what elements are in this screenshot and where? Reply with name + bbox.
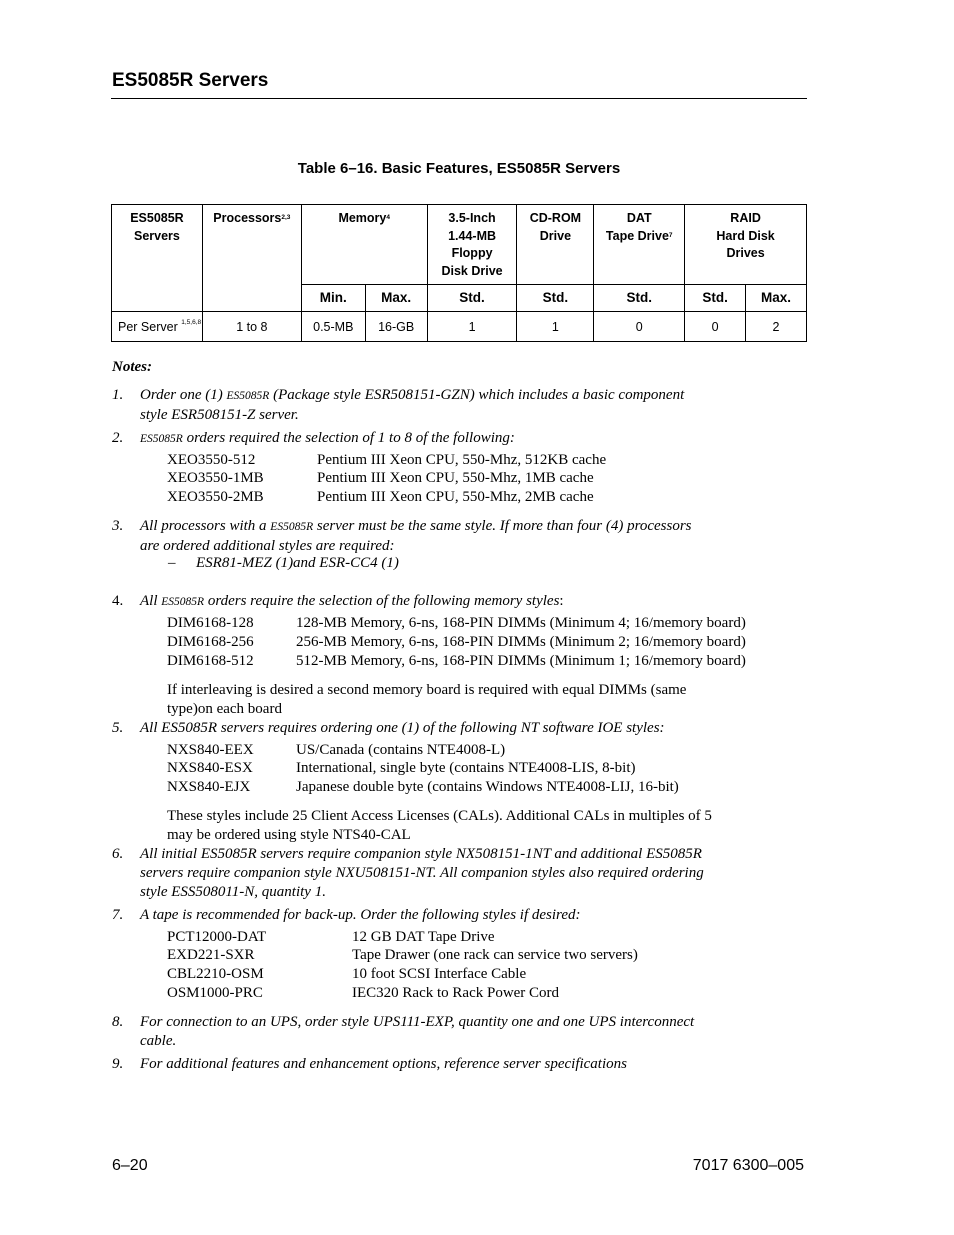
cell-raid-max: 2 (746, 312, 807, 342)
cell-dat: 0 (594, 312, 685, 342)
list-item: PCT12000-DAT (167, 929, 267, 945)
table-caption: Table 6–16. Basic Features, ES5085R Servers (297, 160, 621, 177)
cell-label: Per Server $^{1,5,6,8}$ (112, 312, 203, 342)
list-item-desc: 10 foot SCSI Interface Cable (352, 966, 527, 982)
header-processors: Processors$^{2,3}$ (202, 205, 301, 312)
list-item-desc: Pentium III Xeon CPU, 550-Mhz, 512KB cache (317, 452, 607, 468)
list-item: NXS840-ESX (167, 760, 253, 776)
list-item: EXD221-SXR (167, 947, 255, 963)
subheader-raid-std: Std. (685, 285, 746, 312)
header-cdrom: CD-ROM Drive (517, 205, 594, 285)
list-item: XEO3550-2MB (167, 489, 264, 505)
subheader-dat-std: Std. (594, 285, 685, 312)
list-item: DIM6168-256 (167, 634, 254, 650)
list-item: DIM6168-128 (167, 615, 254, 631)
page-header-title: ES5085R Servers (112, 70, 269, 91)
footer-page-number: 6–20 (112, 1157, 148, 1174)
cell-raid-std: 0 (685, 312, 746, 342)
subheader-raid-max: Max. (746, 285, 807, 312)
bullet-dash: – (168, 555, 176, 571)
list-item: CBL2210-OSM (167, 966, 264, 982)
subheader-mem-max: Max. (365, 285, 427, 312)
list-item-desc: 512-MB Memory, 6-ns, 168-PIN DIMMs (Minimum 1; 16/memory board) (296, 653, 746, 669)
list-item: OSM1000-PRC (167, 985, 263, 1001)
note-5-paragraph: These styles include 25 Client Access Licenses (CALs). Additional CALs in multiples of 5 may be ordered using style NTS40-CAL (167, 808, 712, 843)
header-servers: ES5085R Servers (112, 205, 203, 312)
table-row (112, 312, 807, 342)
list-item-desc: Tape Drawer (one rack can service two servers) (352, 947, 638, 963)
footer-document-number: 7017 6300–005 (692, 1157, 804, 1174)
list-item-desc: 256-MB Memory, 6-ns, 168-PIN DIMMs (Minimum 2; 16/memory board) (296, 634, 746, 650)
list-item-desc: US/Canada (contains NTE4008-L) (296, 742, 506, 758)
list-item-desc: 12 GB DAT Tape Drive (352, 929, 495, 945)
list-item: DIM6168-512 (167, 653, 254, 669)
note-4-paragraph: If interleaving is desired a second memory board is required with equal DIMMs (same type)on each board (167, 682, 687, 717)
features-table (111, 204, 807, 342)
list-item: XEO3550-1MB (167, 470, 264, 486)
header-raid: RAID Hard Disk Drives (685, 205, 807, 285)
cell-mem-min: 0.5-MB (301, 312, 365, 342)
bullet-text: ESR81-MEZ (1)and ESR-CC4 (1) (196, 555, 399, 571)
cell-processors: 1 to 8 (202, 312, 301, 342)
list-item: NXS840-EEX (167, 742, 254, 758)
subheader-mem-min: Min. (301, 285, 365, 312)
list-item: NXS840-EJX (167, 779, 251, 795)
notes-heading: Notes: (112, 359, 152, 375)
list-item-desc: 128-MB Memory, 6-ns, 168-PIN DIMMs (Minimum 4; 16/memory board) (296, 615, 746, 631)
cell-cdrom: 1 (517, 312, 594, 342)
header-dat: DAT Tape Drive$^7$ (594, 205, 685, 285)
header-rule (111, 98, 807, 99)
list-item-desc: International, single byte (contains NTE4008-LIS, 8-bit) (296, 760, 636, 776)
list-item-desc: IEC320 Rack to Rack Power Cord (352, 985, 560, 1001)
subheader-cdrom-std: Std. (517, 285, 594, 312)
list-item-desc: Pentium III Xeon CPU, 550-Mhz, 2MB cache (317, 489, 594, 505)
list-item-desc: Japanese double byte (contains Windows NTE4008-LIJ, 16-bit) (296, 779, 679, 795)
list-item-desc: Pentium III Xeon CPU, 550-Mhz, 1MB cache (317, 470, 594, 486)
header-floppy: 3.5-Inch 1.44-MB Floppy Disk Drive (427, 205, 517, 285)
list-item: XEO3550-512 (167, 452, 256, 468)
cell-mem-max: 16-GB (365, 312, 427, 342)
cell-floppy: 1 (427, 312, 517, 342)
subheader-floppy-std: Std. (427, 285, 517, 312)
header-memory: Memory$^4$ (301, 205, 427, 285)
